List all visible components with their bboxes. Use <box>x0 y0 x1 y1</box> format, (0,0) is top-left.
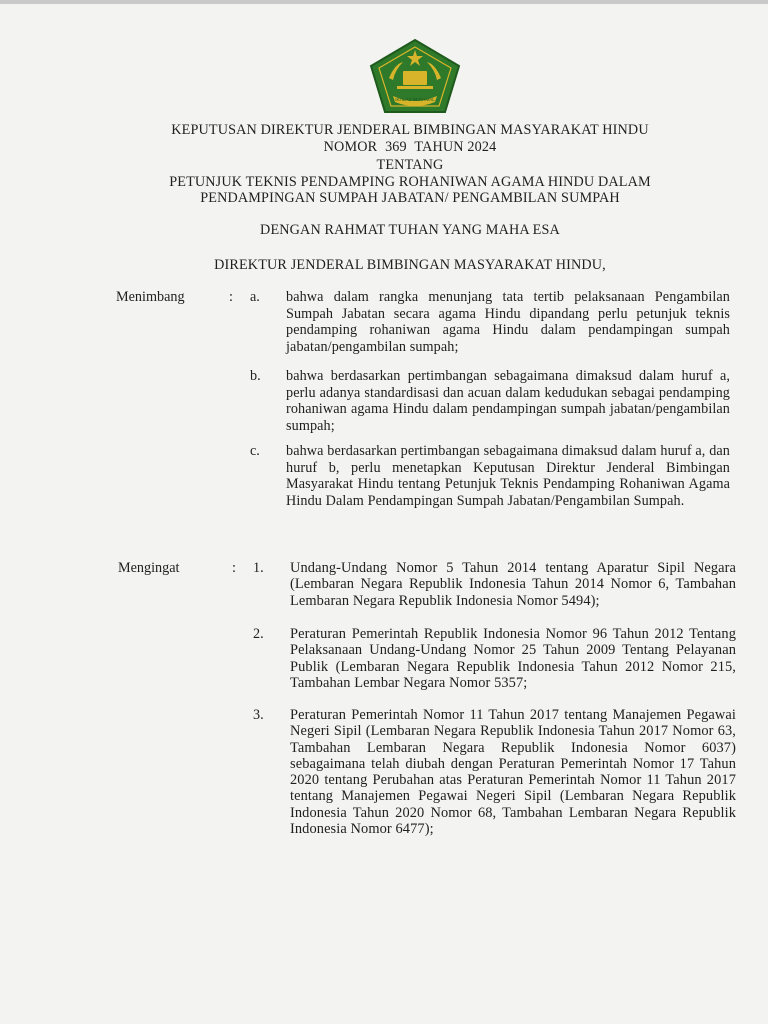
nomor-value: 369 <box>385 139 407 155</box>
mengingat-marker-3: 3. <box>253 707 264 723</box>
mengingat-item-3: Peraturan Pemerintah Nomor 11 Tahun 2017 tentang Manajemen Pegawai Negeri Sipil (Lembaran Negara Republik Indonesia Tahun 2017 Nomor 63, Tambahan Lembaran Negara Republik Indonesia Nomor 6037) sebagaimana telah diubah dengan Peraturan Pemerintah Nomor 17 Tahun 2020 tentang Perubahan atas Peraturan Pemerintah Nomor 11 Tahun 2017 tentang Manajemen Pegawai Negeri Sipil (Lembaran Negara Republik Indonesia Tahun 2020 Nomor 68, Tambahan Lembaran Negara Republik Indonesia Nomor 6477); <box>290 707 736 838</box>
decree-title: KEPUTUSAN DIREKTUR JENDERAL BIMBINGAN MASYARAKAT HINDU <box>171 122 649 138</box>
menimbang-item-b: bahwa berdasarkan pertimbangan sebagaimana dimaksud dalam huruf a, perlu adanya standardisasi dan acuan dalam kedudukan sebagai pendamping rohaniwan agama Hindu dalam pendampingan sumpah jabatan/pengambilan sumpah; <box>286 368 730 434</box>
mengingat-marker-1: 1. <box>253 560 264 576</box>
nomor-label: NOMOR <box>323 139 378 155</box>
menimbang-marker-c: c. <box>250 443 260 459</box>
tentang-heading: TENTANG <box>376 157 444 173</box>
decree-number-line <box>100 139 720 156</box>
menimbang-label: Menimbang <box>116 289 185 305</box>
menimbang-item-c: bahwa berdasarkan pertimbangan sebagaimana dimaksud dalam huruf a, dan huruf b, perlu menetapkan Keputusan Direktur Jenderal Bimbingan Masyarakat Hindu tentang Petunjuk Teknis Pendamping Rohaniwan Agama Hindu Dalam Pendampingan Sumpah Jabatan/Pengambilan Sumpah. <box>286 443 730 509</box>
mengingat-item-1: Undang-Undang Nomor 5 Tahun 2014 tentang Aparatur Sipil Negara (Lembaran Negara Republik Indonesia Tahun 2014 Nomor 6, Tambahan Lembaran Negara Republik Indonesia Nomor 5494); <box>290 560 736 609</box>
issuing-official: DIREKTUR JENDERAL BIMBINGAN MASYARAKAT HINDU, <box>214 257 606 273</box>
menimbang-colon: : <box>229 289 233 305</box>
subject-line-2: PENDAMPINGAN SUMPAH JABATAN/ PENGAMBILAN SUMPAH <box>200 190 620 206</box>
subject-line-1: PETUNJUK TEKNIS PENDAMPING ROHANIWAN AGAMA HINDU DALAM <box>169 174 651 190</box>
invocation: DENGAN RAHMAT TUHAN YANG MAHA ESA <box>260 222 560 238</box>
mengingat-marker-2: 2. <box>253 626 264 642</box>
menimbang-marker-b: b. <box>250 368 261 384</box>
kementerian-agama-emblem-icon <box>367 38 463 114</box>
emblem-banner-text: IKHLAS BERAMAL <box>395 97 435 102</box>
mengingat-item-2: Peraturan Pemerintah Republik Indonesia Nomor 96 Tahun 2012 Tentang Pelaksanaan Undang-Undang Nomor 25 Tahun 2009 Tentang Pelayanan Publik (Lembaran Negara Republik Indonesia Tahun 2012 Nomor 215, Tambahan Lembar Negara Nomor 5357; <box>290 626 736 691</box>
menimbang-marker-a: a. <box>250 289 260 305</box>
mengingat-label: Mengingat <box>118 560 180 576</box>
mengingat-colon: : <box>232 560 236 576</box>
tahun-label: TAHUN 2024 <box>414 139 497 155</box>
menimbang-item-a: bahwa dalam rangka menunjang tata tertib pelaksanaan Pengambilan Sumpah Jabatan secara agama Hindu dipandang perlu petunjuk teknis pendamping rohaniwan agama Hindu dalam pendampingan sumpah jabatan/pengambilan sumpah; <box>286 289 730 355</box>
